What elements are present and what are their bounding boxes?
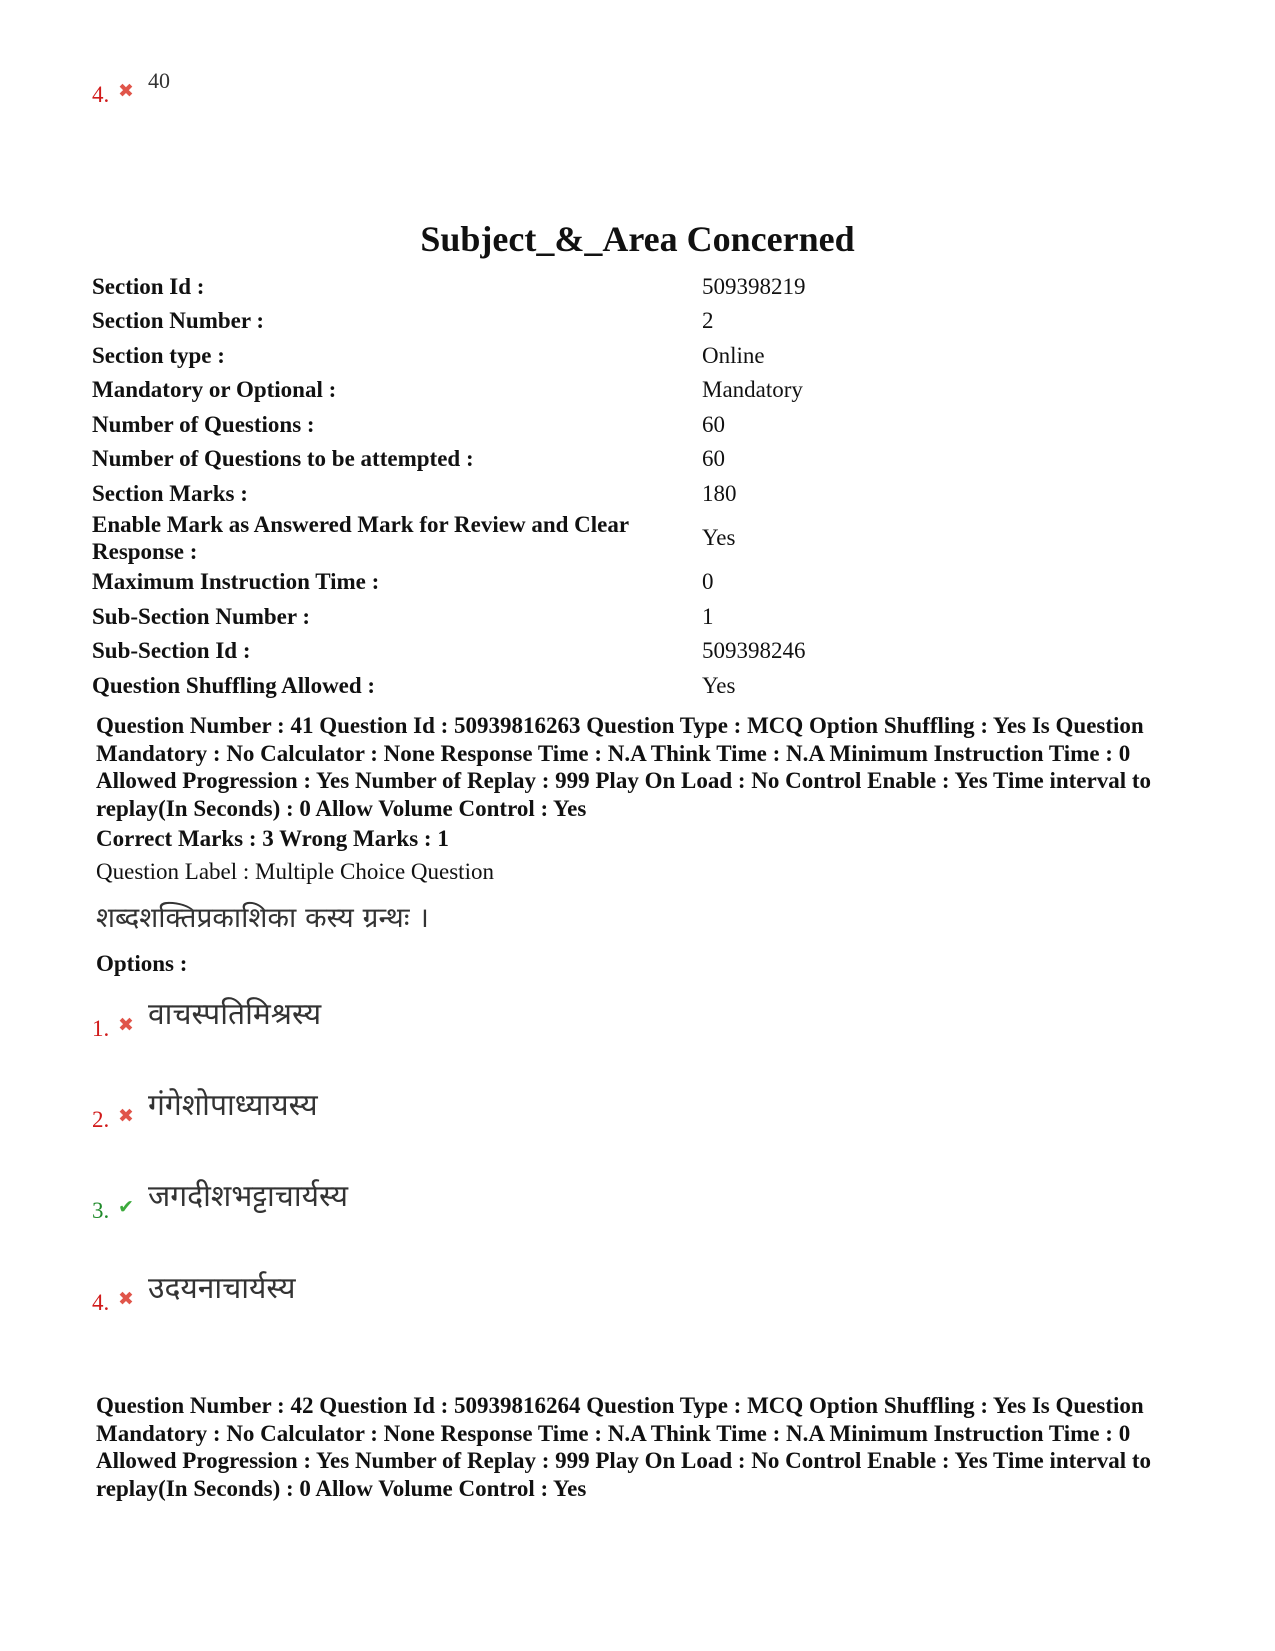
- info-value: 180: [702, 480, 737, 506]
- cross-icon: ✖: [118, 1288, 134, 1310]
- option-text: उदयनाचार्यस्य: [148, 1271, 296, 1306]
- info-row: [92, 599, 852, 634]
- section-title: Subject_&_Area Concerned: [420, 219, 855, 259]
- info-value: Yes: [702, 672, 736, 698]
- info-value: 1: [702, 603, 714, 629]
- question-41-marks: Correct Marks : 3 Wrong Marks : 1: [96, 826, 449, 851]
- info-row: [92, 304, 852, 339]
- info-value: 0: [702, 569, 714, 595]
- info-label: Sub-Section Number :: [92, 603, 311, 629]
- option-number: 1.: [92, 1016, 110, 1041]
- info-row: [92, 634, 852, 669]
- info-label: Number of Questions to be attempted :: [92, 446, 474, 472]
- info-row: [92, 668, 852, 703]
- cross-icon: ✖: [118, 80, 134, 102]
- question-41-label: Question Label : Multiple Choice Question: [96, 859, 494, 884]
- info-label: Mandatory or Optional :: [92, 377, 337, 403]
- option-number: 4.: [92, 1290, 110, 1315]
- info-row: [92, 565, 852, 600]
- info-value: Yes: [702, 525, 736, 550]
- info-value: 60: [702, 446, 725, 472]
- info-row: [92, 511, 852, 565]
- info-label: Section Marks :: [92, 480, 248, 506]
- info-label: Maximum Instruction Time :: [92, 569, 380, 595]
- info-row: [92, 442, 852, 477]
- question-41-text: शब्दशक्तिप्रकाशिका कस्य ग्रन्थः ।: [96, 901, 429, 934]
- option-text: वाचस्पतिमिश्रस्य: [148, 997, 322, 1032]
- info-row: [92, 476, 852, 511]
- prev-option-text: 40: [148, 68, 170, 93]
- option-number: 3.: [92, 1198, 110, 1223]
- info-row: [92, 373, 852, 408]
- option-text: जगदीशभट्टाचार्यस्य: [148, 1179, 349, 1214]
- info-value: 509398246: [702, 638, 806, 664]
- info-label: Section Number :: [92, 308, 265, 334]
- info-value: Mandatory: [702, 377, 803, 403]
- info-label: Number of Questions :: [92, 411, 315, 437]
- option-number: 2.: [92, 1107, 110, 1132]
- info-value: Online: [702, 342, 765, 368]
- section-info-table: [92, 269, 852, 703]
- question-42-meta: Question Number : 42 Question Id : 50939816264 Question Type : MCQ Option Shuffling : Yes Is Question Mandatory : No Calculator : None Response Time : N.A Think Time : N.A Minimum Instruction Time : 0 Allowed Progression : Yes Number of Replay : 999 Play On Load : No Control Enable : Yes Time interval to replay(In Seconds) : 0 Allow Volume Control : Yes: [96, 1393, 1152, 1501]
- info-label: Enable Mark as Answered Mark for Review and Clear Response :: [92, 511, 629, 564]
- info-label: Sub-Section Id :: [92, 638, 251, 664]
- info-value: 509398219: [702, 273, 806, 299]
- info-label: Section type :: [92, 342, 225, 368]
- info-row: [92, 407, 852, 442]
- cross-icon: ✖: [118, 1105, 134, 1127]
- info-value: 60: [702, 411, 725, 437]
- info-label: Section Id :: [92, 273, 205, 299]
- info-row: [92, 338, 852, 373]
- info-row: [92, 269, 852, 304]
- check-icon: ✔: [118, 1196, 134, 1218]
- cross-icon: ✖: [118, 1014, 134, 1036]
- options-label: Options :: [96, 951, 188, 976]
- prev-option-number: 4.: [92, 82, 110, 107]
- option-text: गंगेशोपाध्यायस्य: [148, 1088, 318, 1123]
- info-value: 2: [702, 308, 714, 334]
- info-label: Question Shuffling Allowed :: [92, 672, 376, 698]
- question-41-meta: Question Number : 41 Question Id : 50939816263 Question Type : MCQ Option Shuffling : Yes Is Question Mandatory : No Calculator : None Response Time : N.A Think Time : N.A Minimum Instruction Time : 0 Allowed Progression : Yes Number of Replay : 999 Play On Load : No Control Enable : Yes Time interval to replay(In Seconds) : 0 Allow Volume Control : Yes: [96, 713, 1152, 821]
